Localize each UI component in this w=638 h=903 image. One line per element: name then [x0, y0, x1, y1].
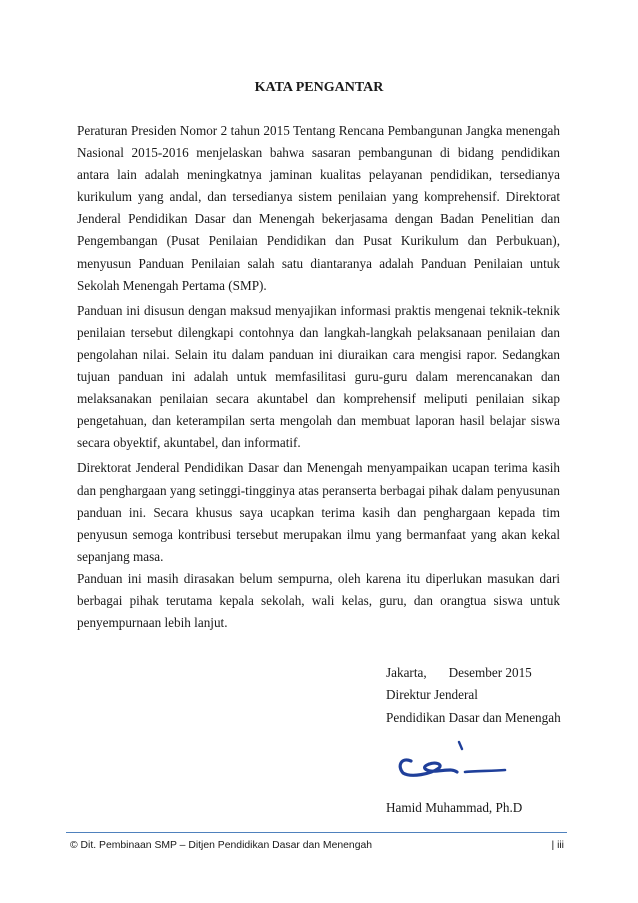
paragraph-1: Peraturan Presiden Nomor 2 tahun 2015 Tentang Rencana Pembangunan Jangka menengah Nasional 2015-2016 menjelaskan bahwa sasaran pembangunan di bidang pendidikan antara lain adalah meningkatnya jaminan kualitas pelayanan pendidikan, tersedianya kurikulum yang andal, dan tersedianya sistem penilaian yang komprehensif. Direktorat Jenderal Pendidikan Dasar dan Menengah bekerjasama dengan Badan Penelitian dan Pengembangan (Pusat Penilaian Pendidikan dan Pusat Kurikulum dan Perbukuan), menyusun Panduan Penilaian salah satu diantaranya adalah Panduan Penilaian untuk Sekolah Menengah Pertama (SMP). [77, 123, 560, 293]
page-title: KATA PENGANTAR [254, 80, 384, 95]
paragraph-4: Panduan ini masih dirasakan belum sempurna, oleh karena itu diperlukan masukan dari berbagai pihak terutama kepala sekolah, wali kelas, guru, dan orangtua siswa untuk penyempurnaan lebih lanjut. [77, 570, 560, 631]
signature-stroke-main [400, 760, 457, 775]
page-number: | iii [551, 840, 564, 851]
signatory-name: Hamid Muhammad, Ph.D [386, 800, 523, 815]
signature-stroke-tail [465, 770, 505, 772]
paragraph-3: Direktorat Jenderal Pendidikan Dasar dan Menengah menyampaikan ucapan terima kasih dan penghargaan yang setinggi-tingginya atas peranserta berbagai pihak dalam penyusunan panduan ini. Secara khusus saya ucapkan terima kasih dan penghargaan kepada tim penyusun semoga kontribusi tersebut merupakan ilmu yang bermanfaat yang akan kekal sepanjang masa. [77, 460, 560, 564]
sign-department: Pendidikan Dasar dan Menengah [386, 709, 561, 725]
handwritten-signature [391, 740, 515, 782]
footer-text: © Dit. Pembinaan SMP – Ditjen Pendidikan Dasar dan Menengah [70, 840, 373, 851]
signature-stroke-mark [459, 742, 462, 749]
body-text [77, 120, 560, 637]
sign-date: Desember 2015 [448, 665, 532, 680]
place-date-line [386, 662, 561, 684]
paragraph-2: Panduan ini disusun dengan maksud menyajikan informasi praktis mengenai teknik-teknik penilaian tersebut dilengkapi contohnya dan langkah-langkah pelaksanaan penilaian dan pengolahan nilai. Selain itu dalam panduan ini diuraikan cara mengisi rapor. Sedangkan tujuan panduan ini adalah untuk memfasilitasi guru-guru dalam merencanakan dan melaksanakan penilaian secara akuntabel dan komprehensif meliputi penilaian sikap pengetahuan, dan keterampilan serta mengolah dan membuat laporan hasil belajar siswa secara obyektif, akuntabel, dan informatif. [77, 302, 560, 451]
signature-block [386, 662, 561, 729]
sign-position: Direktur Jenderal [386, 687, 478, 703]
sign-city: Jakarta, [386, 665, 427, 680]
footer-rule [66, 832, 567, 833]
footer [70, 840, 564, 851]
